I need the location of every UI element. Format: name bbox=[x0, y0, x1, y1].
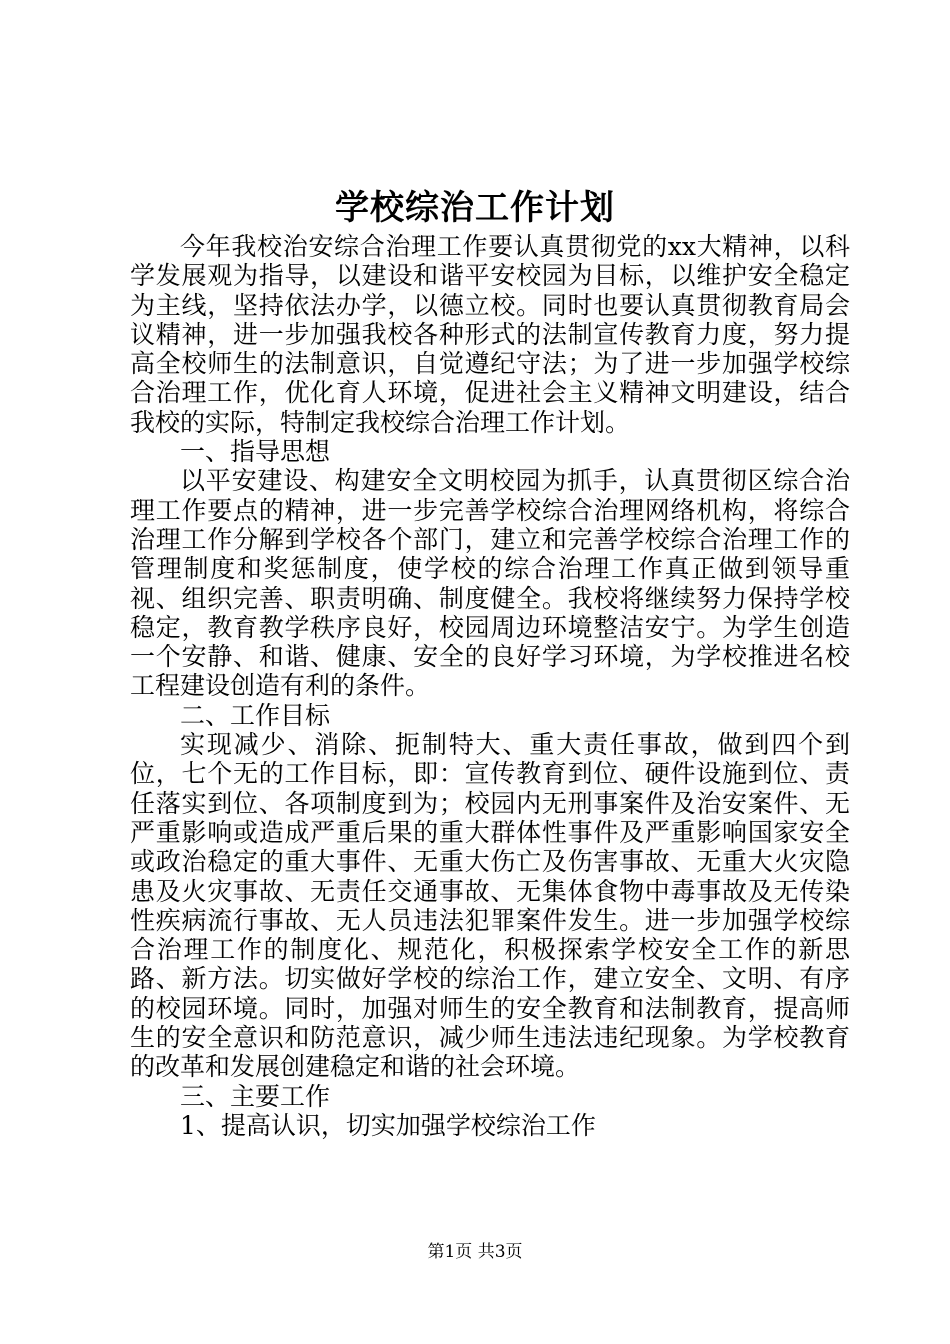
work-goals-paragraph: 实现减少、消除、扼制特大、重大责任事故，做到四个到位，七个无的工作目标，即：宣传教育到位、硬件设施到位、责任落实到位、各项制度到为；校园内无刑事案件及治安案件、无严重影响或造成严重后果的重大群体性事件及严重影响国家安全或政治稳定的重大事件、无重大伤亡及伤害事故、无重大火灾隐患及火灾事故、无责任交通事故、无集体食物中毒事故及无传染性疾病流行事故、无人员违法犯罪案件发生。进一步加强学校综合治理工作的制度化、规范化，积极探索学校安全工作的新思路、新方法。切实做好学校的综治工作，建立安全、文明、有序的校园环境。同时，加强对师生的安全教育和法制教育，提高师生的安全意识和防范意识，减少师生违法违纪现象。为学校教育的改革和发展创建稳定和谐的社会环境。 bbox=[130, 730, 850, 1082]
page-footer: 第1页 共3页 bbox=[427, 1242, 523, 1262]
section-heading-main-work: 三、主要工作 bbox=[180, 1081, 331, 1111]
section-heading-work-goals: 二、工作目标 bbox=[180, 700, 331, 730]
intro-paragraph: 今年我校治安综合治理工作要认真贯彻党的xx大精神，以科学发展观为指导，以建设和谐平安校园为目标，以维护安全稳定为主线，坚持依法办学，以德立校。同时也要认真贯彻教育局会议精神，进一步加强我校各种形式的法制宣传教育力度，努力提高全校师生的法制意识，自觉遵纪守法；为了进一步加强学校综合治理工作，优化育人环境，促进社会主义精神文明建设，结合我校的实际，特制定我校综合治理工作计划。 bbox=[130, 232, 850, 437]
document-title: 学校综治工作计划 bbox=[335, 188, 615, 228]
section-heading-guiding-ideology: 一、指导思想 bbox=[180, 437, 331, 467]
guiding-ideology-paragraph: 以平安建设、构建安全文明校园为抓手，认真贯彻区综合治理工作要点的精神，进一步完善学校综合治理网络机构，将综合治理工作分解到学校各个部门，建立和完善学校综合治理工作的管理制度和奖惩制度，使学校的综合治理工作真正做到领导重视、组织完善、职责明确、制度健全。我校将继续努力保持学校稳定，教育教学秩序良好，校园周边环境整洁安宁。为学生创造一个安静、和谐、健康、安全的良好学习环境，为学校推进名校工程建设创造有利的条件。 bbox=[130, 466, 850, 701]
subsection-heading-1: 1、提高认识，切实加强学校综治工作 bbox=[180, 1110, 596, 1140]
document-body bbox=[130, 232, 850, 1140]
